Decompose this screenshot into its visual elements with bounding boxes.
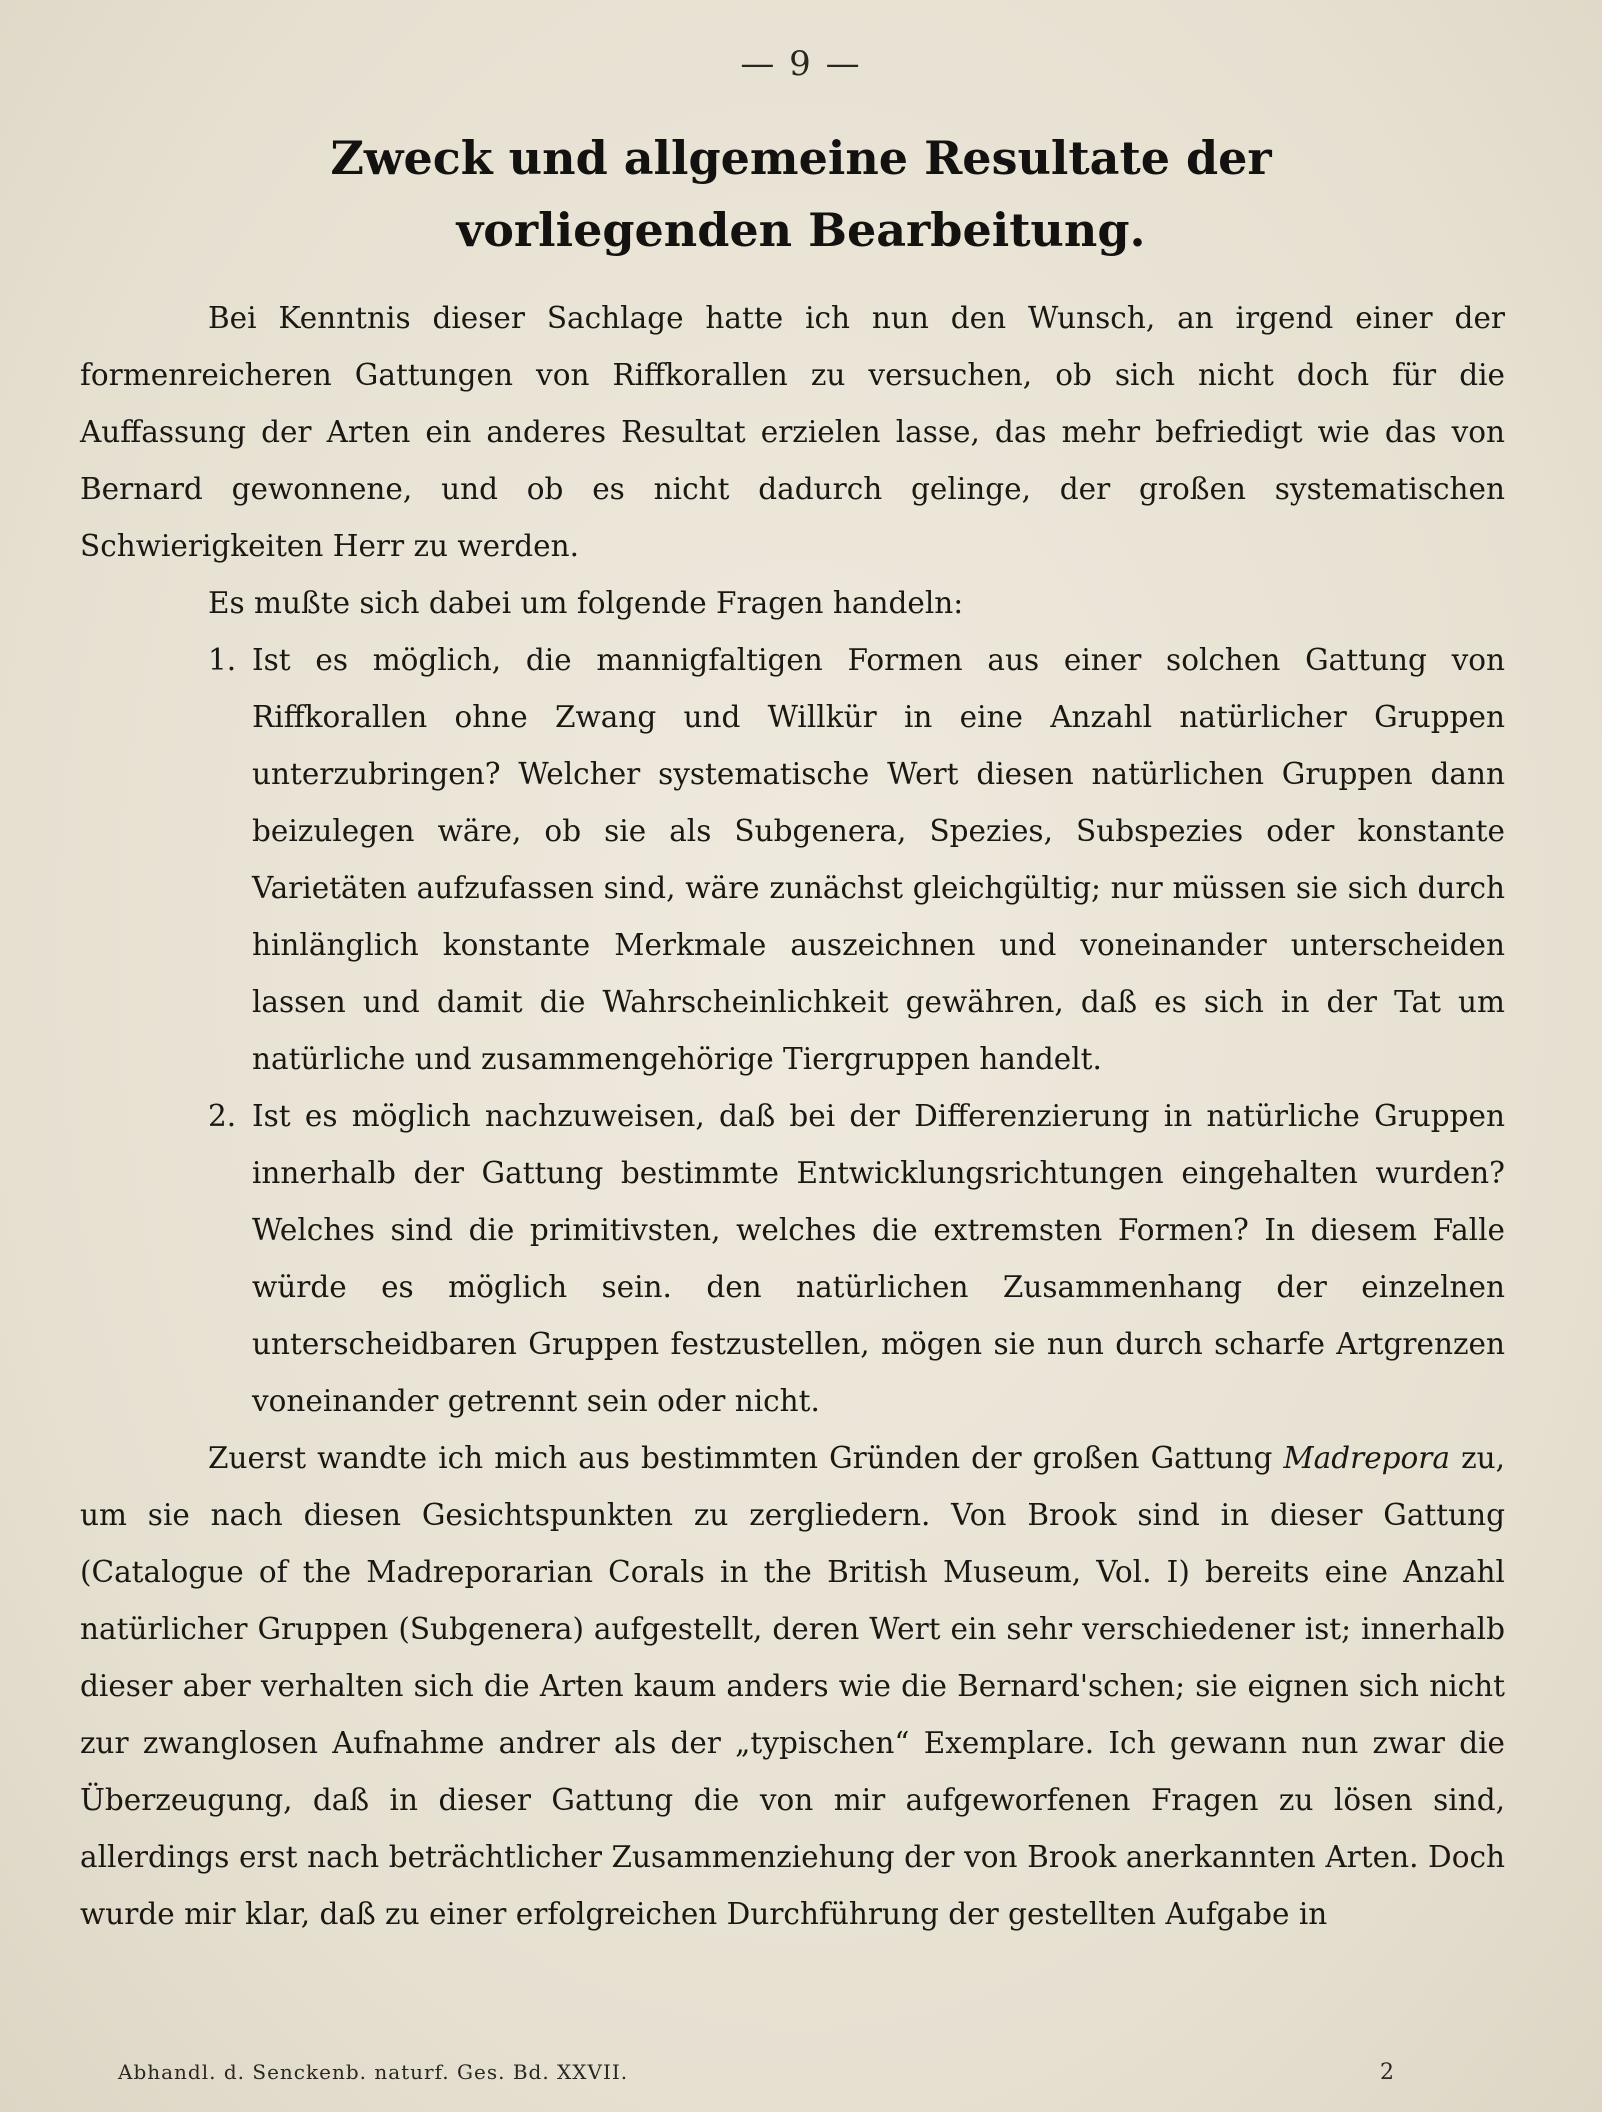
footer-citation: Abhandl. d. Senckenb. naturf. Ges. Bd. XXVII. — [118, 2060, 629, 2084]
paragraph-madrepora-lead: Zuerst wandte ich mich aus bestimmten Gründen der großen Gattung — [208, 1441, 1273, 1475]
question-2-text: Ist es möglich nachzuweisen, daß bei der Differenzierung in natürliche Gruppen innerhalb der Gattung bestimmte Entwicklungsrichtungen eingehalten wurden? Welches sind die primitivsten, welches die extremsten Formen? In diesem Falle würde es möglich sein. den natürlichen Zusammenhang der einzelnen unterscheidbaren Gruppen festzustellen, mögen sie nun durch scharfe Artgrenzen voneinander getrennt sein oder nicht. — [252, 1099, 1505, 1418]
paragraph-madrepora — [80, 1430, 1505, 1943]
footer-signature-mark: 2 — [1380, 2060, 1394, 2085]
title-line-1: Zweck und allgemeine Resultate der — [330, 131, 1272, 185]
question-1 — [80, 632, 1505, 1088]
page-number: — 9 — — [740, 44, 862, 84]
question-2-number: 2. — [208, 1099, 237, 1133]
section-title — [120, 122, 1482, 266]
title-line-2: vorliegenden Bearbeitung. — [456, 203, 1146, 257]
question-list — [80, 632, 1505, 1430]
question-1-text: Ist es möglich, die mannigfaltigen Formen aus einer solchen Gattung von Riffkorallen ohne Zwang und Willkür in eine Anzahl natürlicher Gruppen unterzubringen? Welcher systematische Wert diesen natürlichen Gruppen dann beizulegen wäre, ob sie als Subgenera, Spezies, Subspezies oder konstante Varietäten aufzufassen sind, wäre zunächst gleichgültig; nur müssen sie sich durch hinlänglich konstante Merkmale auszeichnen und voneinander unterscheiden lassen und damit die Wahrscheinlichkeit gewähren, daß es sich in der Tat um natürliche und zusammengehörige Tiergruppen handelt. — [252, 643, 1505, 1076]
paragraph-questions-lead: Es mußte sich dabei um folgende Fragen handeln: — [208, 586, 964, 620]
genus-name: Madrepora — [1283, 1441, 1450, 1475]
question-2 — [80, 1088, 1505, 1430]
question-1-number: 1. — [208, 643, 237, 677]
paragraph-intro: Bei Kenntnis dieser Sachlage hatte ich nun den Wunsch, an irgend einer der formenreicheren Gattungen von Riffkorallen zu versuchen, ob sich nicht doch für die Auffassung der Arten ein anderes Resultat erzielen lasse, das mehr befriedigt wie das von Bernard gewonnene, und ob es nicht dadurch gelinge, der großen systematischen Schwierigkeiten Herr zu werden. — [80, 301, 1505, 563]
body-text — [80, 290, 1505, 1943]
paragraph-madrepora-body: zu, um sie nach diesen Gesichtspunkten zu zergliedern. Von Brook sind in dieser Gattung (Catalogue of the Madreporarian Corals in the British Museum, Vol. I) bereits eine Anzahl natürlicher Gruppen (Subgenera) aufgestellt, deren Wert ein sehr verschiedener ist; innerhalb dieser aber verhalten sich die Arten kaum anders wie die Bernard'schen; sie eignen sich nicht zur zwanglosen Aufnahme andrer als der „typischen“ Exemplare. Ich gewann nun zwar die Überzeugung, daß in dieser Gattung die von mir aufgeworfenen Fragen zu lösen sind, allerdings erst nach beträchtlicher Zusammenziehung der von Brook anerkannten Arten. Doch wurde mir klar, daß zu einer erfolgreichen Durchführung der gestellten Aufgabe in — [80, 1441, 1505, 1931]
